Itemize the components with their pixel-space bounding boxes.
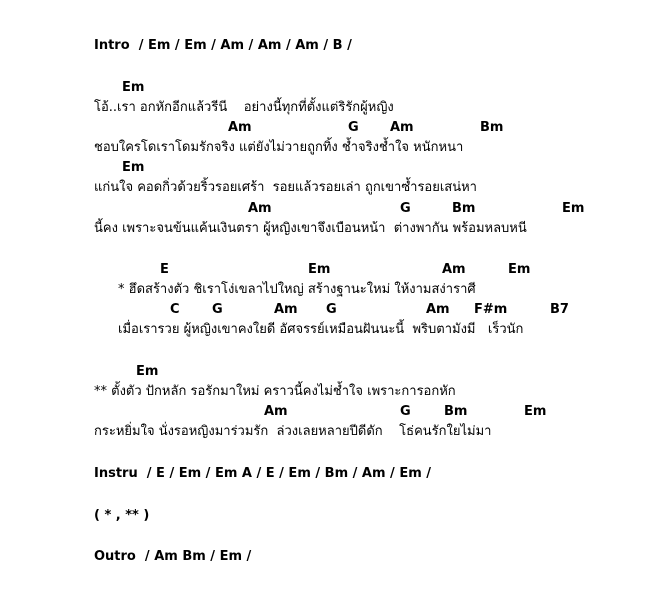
chord: Am — [390, 120, 414, 135]
chord: Em — [308, 262, 331, 277]
chord: Am — [264, 404, 288, 419]
chord: Em — [122, 160, 145, 175]
chord: Bm — [480, 120, 504, 135]
chord: Em — [136, 364, 159, 379]
chord: Em — [508, 262, 531, 277]
chord: G — [400, 404, 411, 419]
lyric-line: ** ตั้งตัว ปักหลัก รอรักมาใหม่ คราวนี้คงไม่ช้ำใจ เพราะการอกหัก — [94, 384, 456, 399]
repeat-marker: ( * , ** ) — [94, 508, 150, 523]
chord: Em — [562, 201, 585, 216]
lyric-line: แก่นใจ คอดกิ่วด้วยริ้วรอยเศร้า รอยแล้วรอยเล่า ถูกเขาซ้ำรอยเสน่หา — [94, 180, 477, 195]
chord: Bm — [444, 404, 468, 419]
chord: F#m — [474, 302, 508, 317]
chord: Am — [442, 262, 466, 277]
outro-line: Outro / Am Bm / Em / — [94, 549, 252, 564]
chord: Em — [122, 80, 145, 95]
lyric-line: * ฮึดสร้างตัว ชิเราโง่เขลาไปใหญ่ สร้างฐานะใหม่ ให้งามสง่าราศี — [118, 282, 476, 297]
chord: Am — [426, 302, 450, 317]
chord: G — [212, 302, 223, 317]
chord: Am — [228, 120, 252, 135]
chord: C — [170, 302, 180, 317]
chord: B7 — [550, 302, 569, 317]
chord: Em — [524, 404, 547, 419]
chord: Am — [274, 302, 298, 317]
intro-line: Intro / Em / Em / Am / Am / Am / B / — [94, 38, 352, 53]
chord: Am — [248, 201, 272, 216]
lyric-line: เมื่อเรารวย ผู้หญิงเขาคงใยดี อัศจรรย์เหมือนฝันนะนี้ พริบตามังมี เร็วนัก — [118, 322, 524, 337]
chord: G — [326, 302, 337, 317]
chord: Bm — [452, 201, 476, 216]
chord: G — [400, 201, 411, 216]
lyric-line: โอ้..เรา อกหักอีกแล้วรีนี อย่างนี้ทุกที่ตั้งแต่ริรักผู้หญิง — [94, 100, 394, 115]
lyric-line: นี้คง เพราะจนข้นแค้นเงินตรา ผู้หญิงเขาจึงเบือนหน้า ต่างพากัน พร้อมหลบหนี — [94, 221, 527, 236]
lyric-line: กระหยิ่มใจ นั่งรอหญิงมาร่วมรัก ล่วงเลยหลายปีดีดัก โธ่คนรักใยไม่มา — [94, 424, 492, 439]
lyric-line: ชอบใครโดเราโดมรักจริง แต่ยังไม่วายถูกทิ้ง ช้ำจริงช้ำใจ หนักหนา — [94, 140, 464, 155]
chord: E — [160, 262, 169, 277]
instru-line: Instru / E / Em / Em A / E / Em / Bm / Am / Em / — [94, 466, 432, 481]
chord: G — [348, 120, 359, 135]
